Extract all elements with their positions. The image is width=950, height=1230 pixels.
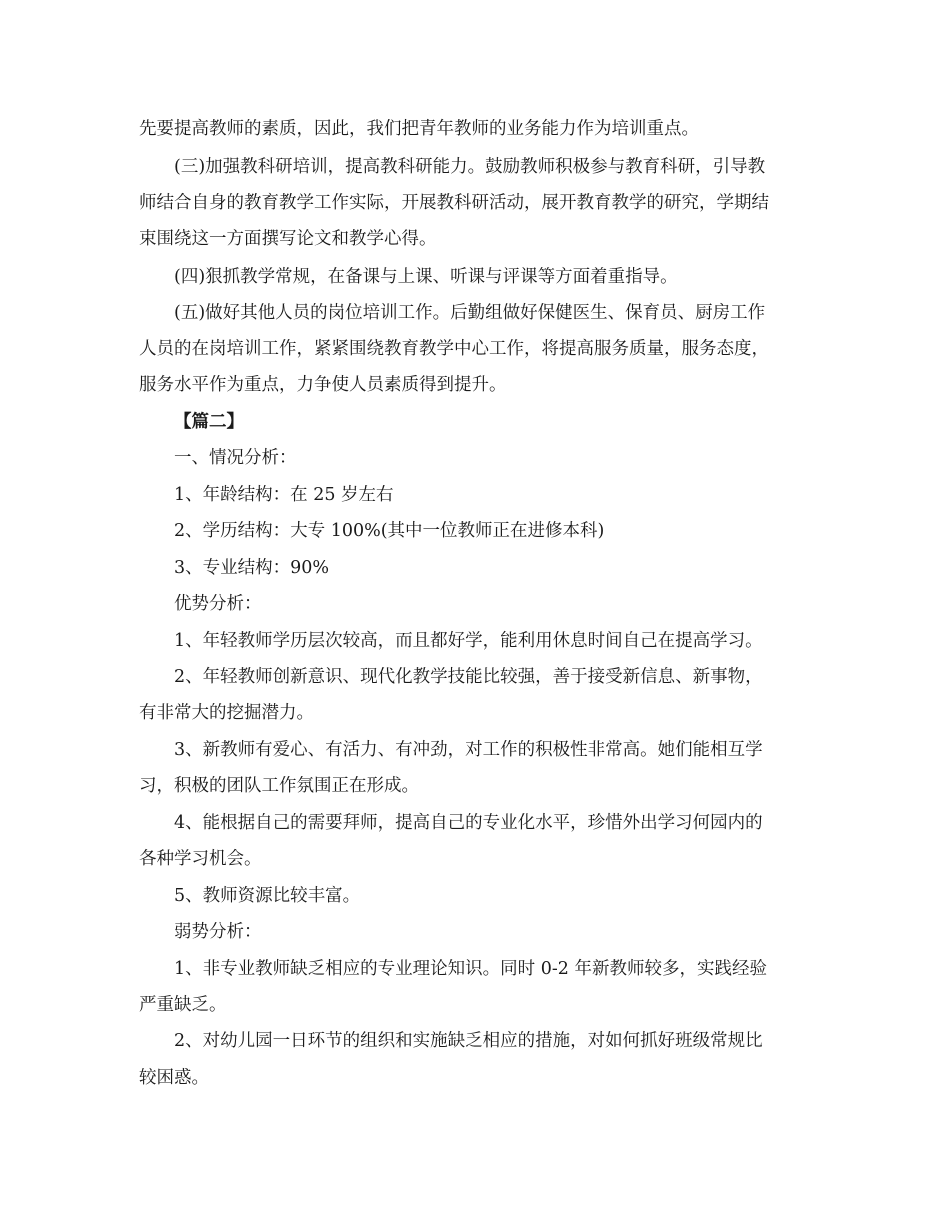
paragraph-line: 一、情况分析： <box>174 448 297 468</box>
section-heading: 【篇二】 <box>174 412 244 432</box>
paragraph-line: 师结合自身的教育教学工作实际，开展教科研活动，展开教育教学的研究，学期结 <box>139 193 769 213</box>
paragraph-line: 较困惑。 <box>139 1068 209 1088</box>
paragraph-line: 优势分析： <box>174 594 262 614</box>
paragraph-line: (四)狠抓教学常规，在备课与上课、听课与评课等方面着重指导。 <box>174 267 678 287</box>
paragraph-line: 2、学历结构：大专 100%(其中一位教师正在进修本科) <box>174 521 605 541</box>
paragraph-line: 有非常大的挖掘潜力。 <box>139 703 314 723</box>
paragraph-line: 各种学习机会。 <box>139 849 262 869</box>
paragraph-line: 1、非专业教师缺乏相应的专业理论知识。同时 0-2 年新教师较多，实践经验 <box>174 959 767 979</box>
paragraph-line: 2、年轻教师创新意识、现代化教学技能比较强，善于接受新信息、新事物， <box>174 667 763 687</box>
paragraph-line: 1、年轻教师学历层次较高，而且都好学，能利用休息时间自己在提高学习。 <box>174 631 763 651</box>
paragraph-line: 3、新教师有爱心、有活力、有冲劲，对工作的积极性非常高。她们能相互学 <box>174 740 763 760</box>
paragraph-line: 3、专业结构：90% <box>174 558 330 578</box>
paragraph-line: 束围绕这一方面撰写论文和教学心得。 <box>139 229 437 249</box>
paragraph-line: 弱势分析： <box>174 922 262 942</box>
paragraph-line: 习，积极的团队工作氛围正在形成。 <box>139 776 419 796</box>
paragraph-line: 1、年龄结构：在 25 岁左右 <box>174 485 394 505</box>
paragraph-line: 服务水平作为重点，力争使人员素质得到提升。 <box>139 375 507 395</box>
paragraph-line: (三)加强教科研培训，提高教科研能力。鼓励教师积极参与教育科研，引导教 <box>174 157 766 177</box>
paragraph-line: 先要提高教师的素质，因此，我们把青年教师的业务能力作为培训重点。 <box>139 119 699 139</box>
paragraph-line: 人员的在岗培训工作，紧紧围绕教育教学中心工作，将提高服务质量，服务态度， <box>139 339 769 359</box>
paragraph-line: 2、对幼儿园一日环节的组织和实施缺乏相应的措施，对如何抓好班级常规比 <box>174 1031 763 1051</box>
paragraph-line: 4、能根据自己的需要拜师，提高自己的专业化水平，珍惜外出学习何园内的 <box>174 813 763 833</box>
paragraph-line: (五)做好其他人员的岗位培训工作。后勤组做好保健医生、保育员、厨房工作 <box>174 303 766 323</box>
paragraph-line: 严重缺乏。 <box>139 995 227 1015</box>
paragraph-line: 5、教师资源比较丰富。 <box>174 886 361 906</box>
